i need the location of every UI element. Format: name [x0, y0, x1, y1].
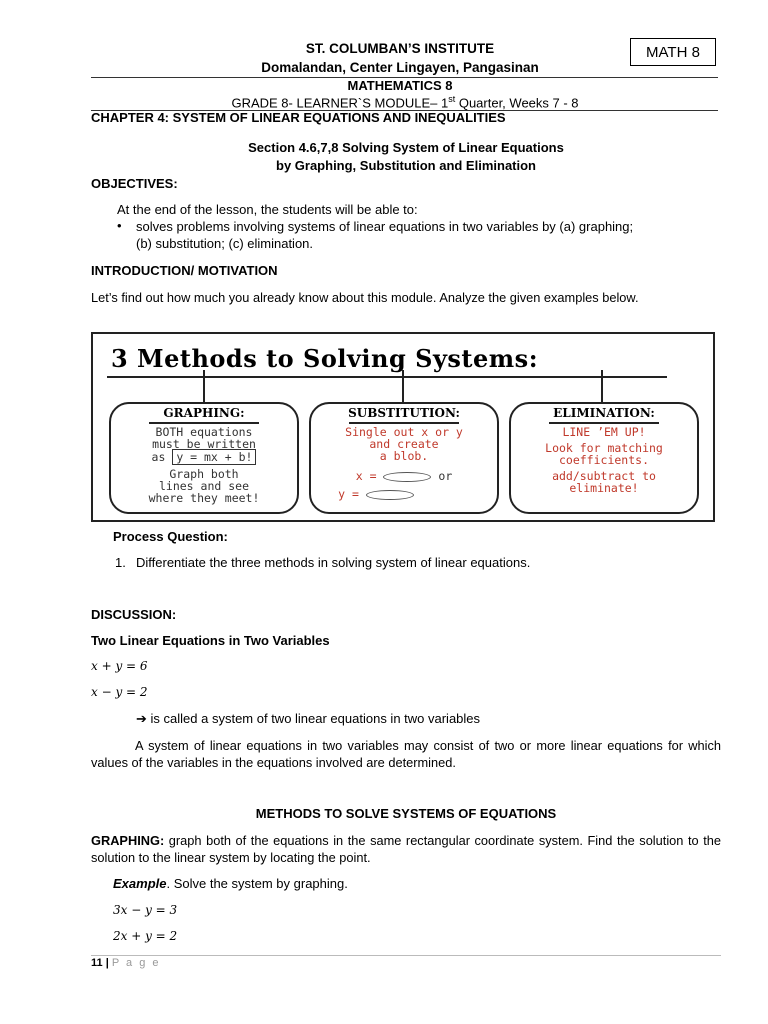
elimination-text-5: eliminate! [569, 481, 639, 495]
system-paragraph: A system of linear equations in two variables may consist of two or more linear equations for which values of the variables in the equations involved are determined. [91, 738, 721, 770]
chapter-title: CHAPTER 4: SYSTEM OF LINEAR EQUATIONS AND INEQUALITIES [91, 110, 506, 125]
page-label: P a g e [111, 957, 161, 969]
graphing-text-6: where they meet! [148, 491, 260, 505]
connector-graphing [203, 370, 205, 402]
connector-substitution [402, 370, 404, 402]
discussion-subheading: Two Linear Equations in Two Variables [91, 633, 330, 648]
blob-oval [383, 472, 431, 482]
blob-oval [366, 490, 414, 500]
introduction-text: Let’s find out how much you already know about this module. Analyze the given examples below. [91, 290, 639, 305]
objective-item-cont: (b) substitution; (c) elimination. [136, 236, 314, 251]
example-equation-2: 2x + y = 2 [113, 929, 178, 943]
bullet-dot: • [117, 218, 122, 233]
introduction-heading: INTRODUCTION/ MOTIVATION [91, 263, 278, 278]
graphing-definition: GRAPHING: graph both of the equations in the same rectangular coordinate system. Find the solution to the solution to the linear system by locating the point. [91, 833, 721, 865]
graphing-text-2: must be written [152, 437, 256, 451]
elimination-title-rule [549, 422, 659, 424]
arrow-icon: ➔ [136, 711, 147, 726]
equation-1: x + y = 6 [91, 659, 148, 673]
subject-badge: MATH 8 [630, 38, 716, 66]
page-footer: 11 | P a g e [91, 957, 161, 969]
graphing-text-5: lines and see [158, 479, 249, 493]
system-definition: ➔ is called a system of two linear equations in two variables [136, 711, 481, 726]
section-title-line1: Section 4.6,7,8 Solving System of Linear Equations [248, 140, 564, 155]
section-title-line2: by Graphing, Substitution and Elimination [276, 158, 536, 173]
methods-infographic [91, 332, 715, 522]
graphing-card [109, 402, 299, 514]
graphing-card-title: GRAPHING: [163, 406, 245, 420]
substitution-text-1: Single out x or y [345, 425, 463, 439]
infographic-title: 3 Methods to Solving Systems: [111, 344, 539, 373]
discussion-heading: DISCUSSION: [91, 607, 177, 622]
graphing-text-3: as y = mx + b! [111, 451, 297, 463]
subject-title: MATHEMATICS 8 [347, 78, 453, 93]
elimination-card [509, 402, 699, 514]
equation-2: x − y = 2 [91, 685, 148, 699]
infographic-underline [107, 376, 667, 378]
elimination-text-3: coefficients. [558, 453, 649, 467]
connector-elimination [601, 370, 603, 402]
elimination-text-2: Look for matching [545, 441, 663, 455]
substitution-text-3: a blob. [379, 449, 429, 463]
objective-item: solves problems involving systems of linear equations in two variables by (a) graphing; [136, 219, 634, 234]
example-line: Example. Solve the system by graphing. [113, 876, 348, 891]
objectives-intro: At the end of the lesson, the students will be able to: [117, 202, 418, 217]
page-number: 11 [91, 957, 103, 969]
elimination-text-4: add/subtract to [552, 469, 656, 483]
module-title: GRADE 8- LEARNER`S MODULE– 1st Quarter, Weeks 7 - 8 [231, 94, 579, 111]
substitution-title-rule [349, 422, 459, 424]
school-address: Domalandan, Center Lingayen, Pangasinan [261, 60, 539, 75]
elimination-text-1: LINE ’EM UP! [562, 425, 646, 439]
graphing-title-rule [149, 422, 259, 424]
methods-heading: METHODS TO SOLVE SYSTEMS OF EQUATIONS [255, 806, 557, 821]
graphing-text-4: Graph both [169, 467, 239, 481]
substitution-text-2: and create [369, 437, 439, 451]
elimination-card-title: ELIMINATION: [553, 406, 655, 420]
substitution-card-title: SUBSTITUTION: [348, 406, 460, 420]
footer-divider [91, 955, 721, 956]
graphing-text-1: BOTH equations [155, 425, 253, 439]
process-item: Differentiate the three methods in solving system of linear equations. [136, 555, 531, 570]
example-equation-1: 3x − y = 3 [113, 903, 178, 917]
process-number: 1. [115, 555, 126, 570]
substitution-y-blob: y = [283, 488, 469, 500]
school-name: ST. COLUMBAN’S INSTITUTE [305, 41, 495, 56]
process-heading: Process Question: [113, 529, 228, 544]
objectives-heading: OBJECTIVES: [91, 176, 178, 191]
substitution-card [309, 402, 499, 514]
substitution-x-blob: x = or [355, 469, 453, 483]
